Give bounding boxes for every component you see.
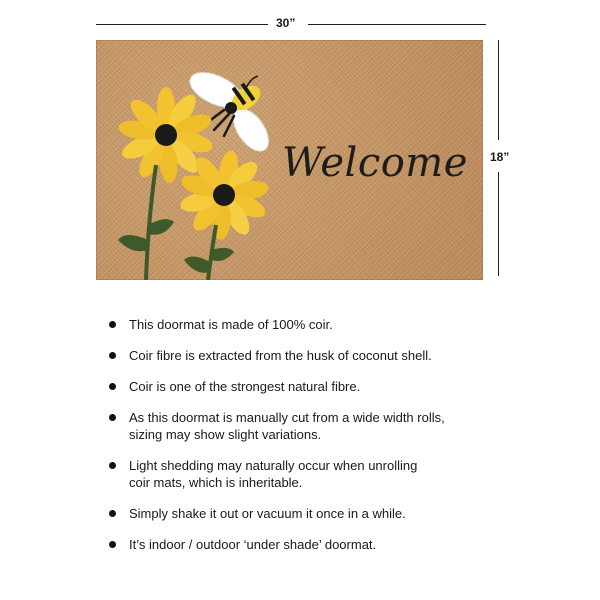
doormat-image	[96, 40, 483, 280]
height-dimension-line-top	[498, 40, 499, 140]
feature-list	[109, 316, 549, 567]
height-dimension-line-bottom	[498, 172, 499, 276]
list-item	[109, 536, 549, 553]
width-dimension	[96, 14, 486, 34]
feature-text: Light shedding may naturally occur when unrolling coir mats, which is inheritable.	[129, 458, 418, 490]
list-item	[109, 409, 549, 443]
height-dimension	[478, 40, 528, 280]
list-item	[109, 316, 549, 333]
height-label: 18”	[490, 150, 510, 164]
list-item	[109, 347, 549, 364]
feature-text: Coir fibre is extracted from the husk of coconut shell.	[129, 348, 432, 363]
feature-text: It’s indoor / outdoor ‘under shade’ doormat.	[129, 537, 377, 552]
list-item	[109, 457, 549, 491]
width-dimension-line-right	[308, 24, 486, 25]
list-item	[109, 505, 549, 522]
feature-text: Coir is one of the strongest natural fibre.	[129, 379, 361, 394]
feature-text: This doormat is made of 100% coir.	[129, 317, 333, 332]
list-item	[109, 378, 549, 395]
width-dimension-line-left	[96, 24, 268, 25]
welcome-text: Welcome	[282, 140, 468, 186]
feature-text: As this doormat is manually cut from a wide width rolls, sizing may show slight variations.	[129, 410, 445, 442]
feature-text: Simply shake it out or vacuum it once in a while.	[129, 506, 406, 521]
width-label: 30”	[276, 16, 296, 30]
